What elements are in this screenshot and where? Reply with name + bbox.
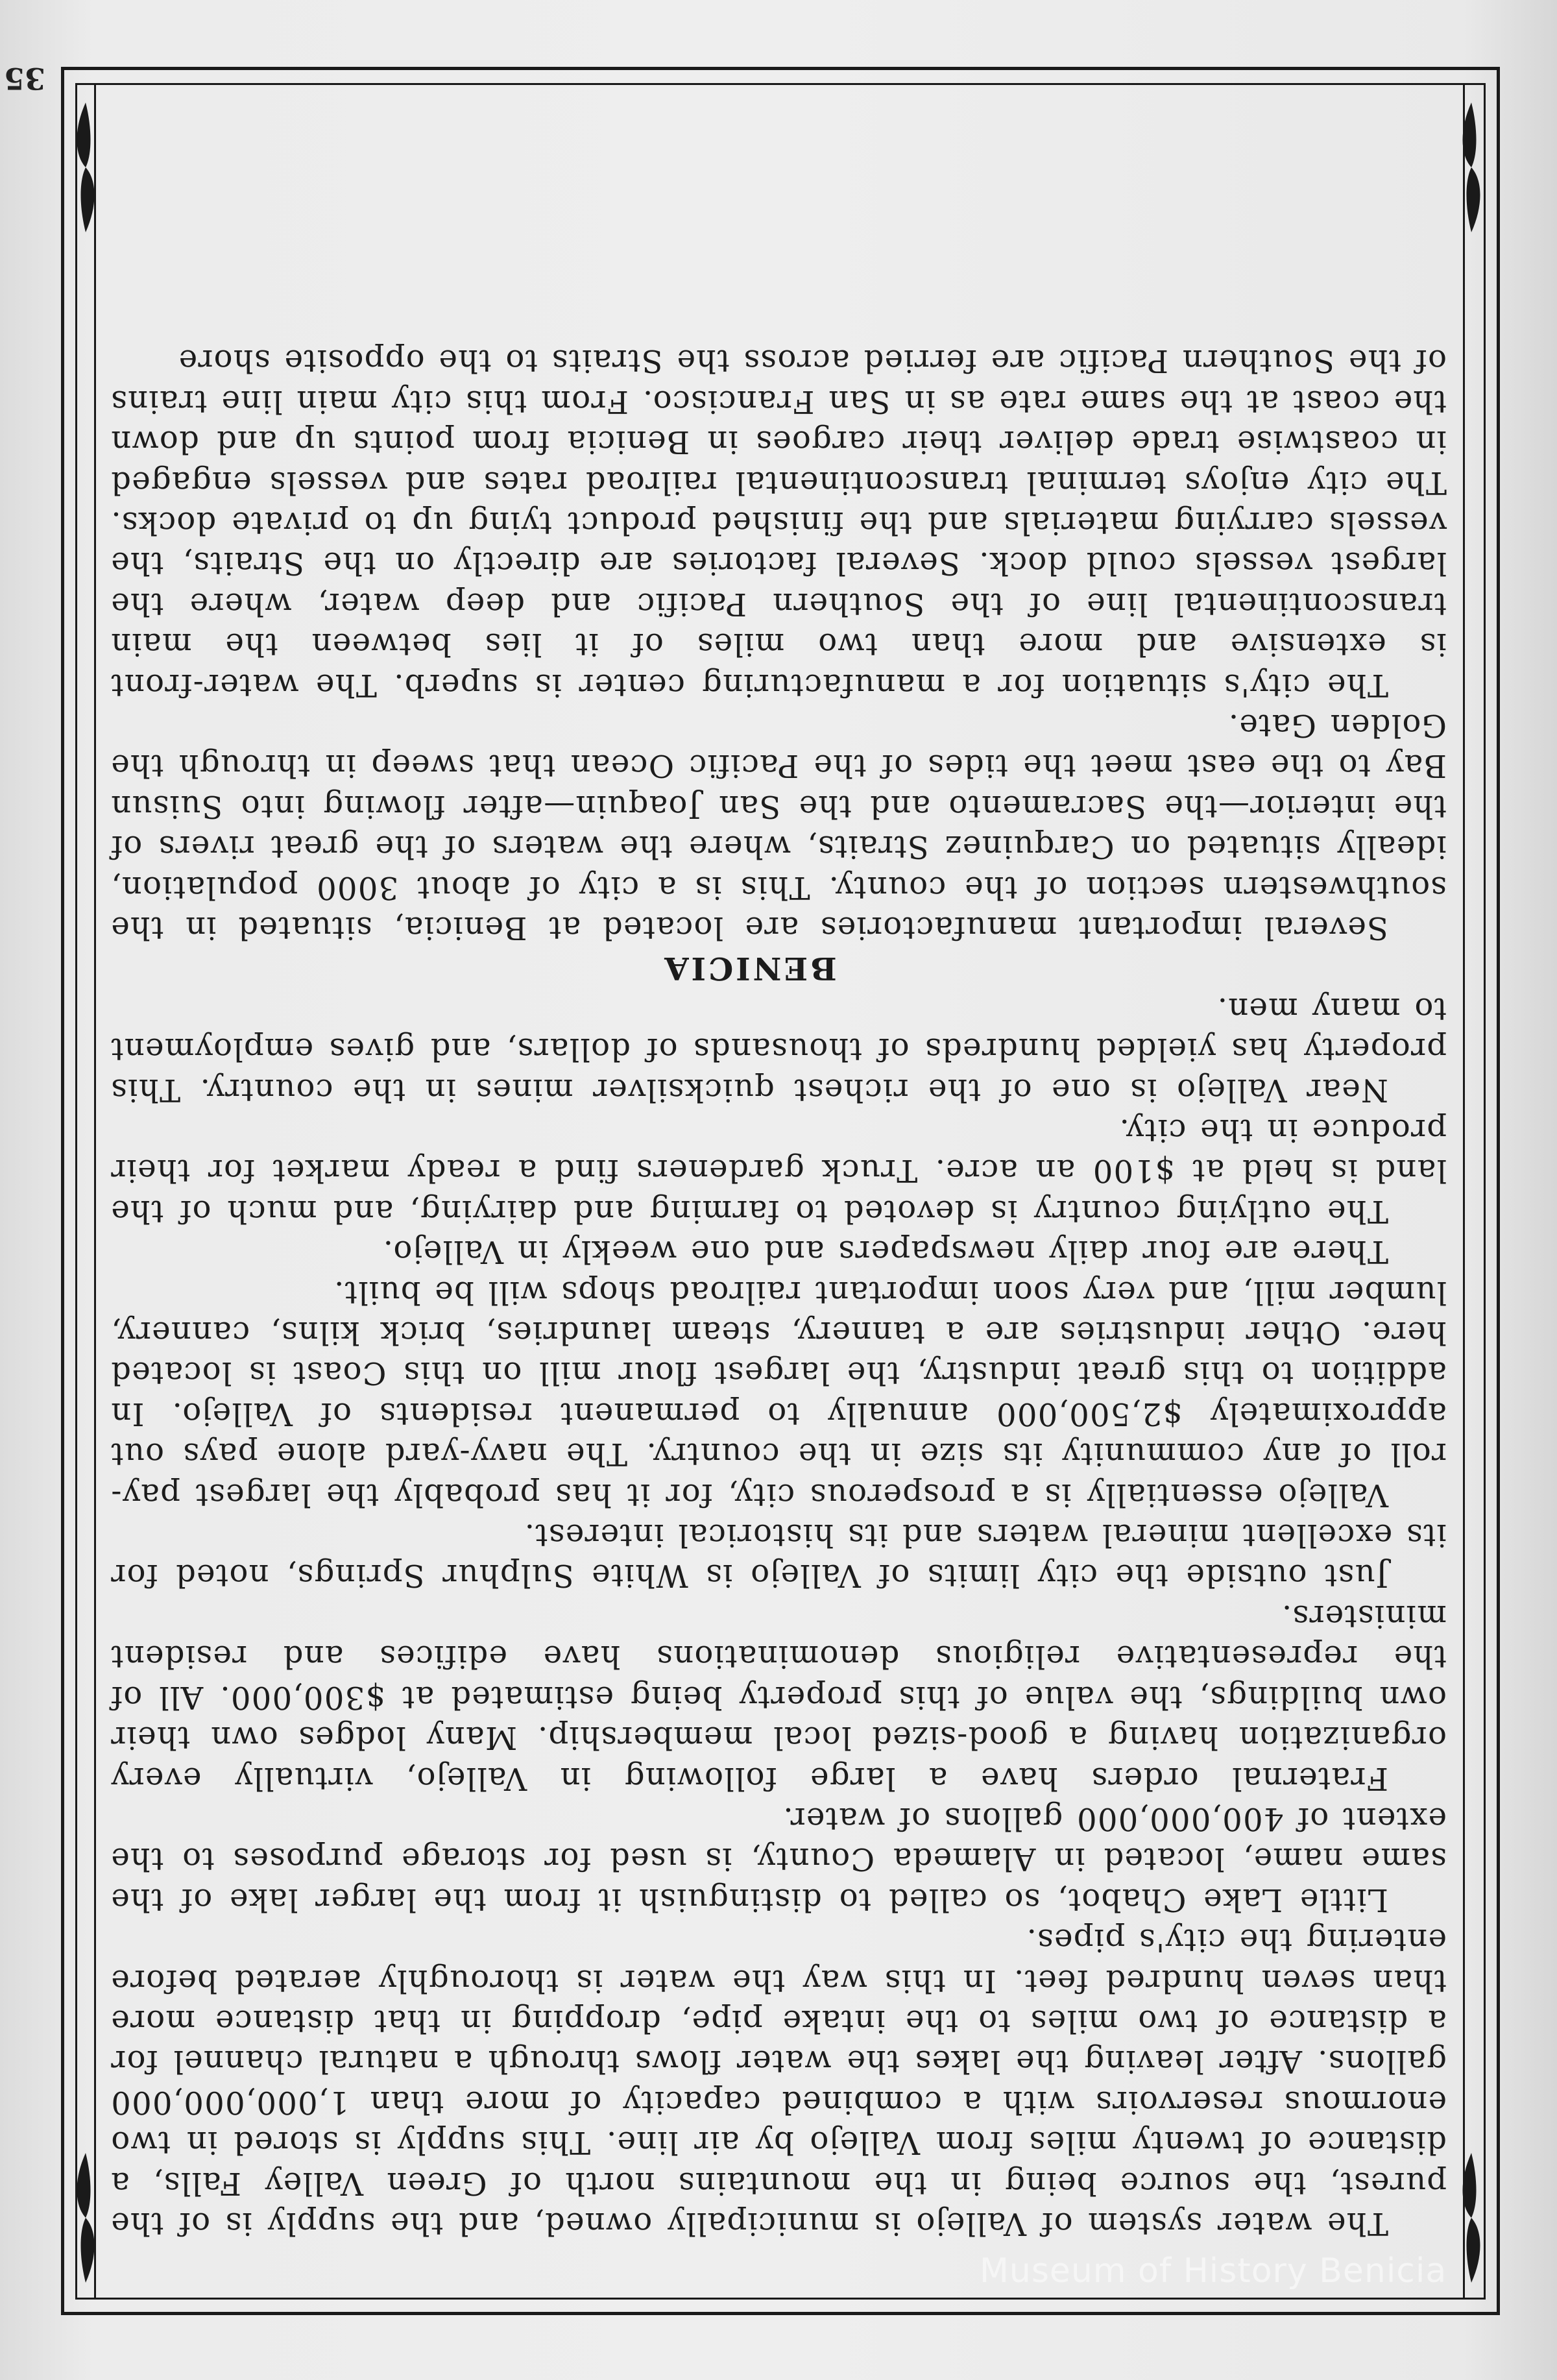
ornament-icon	[73, 103, 99, 232]
paragraph: There are four daily newspapers and one weekly in Vallejo.	[382, 1233, 1388, 1270]
paragraph: Several important manufactories are located at Benicia, situated in the southwestern section of the county. This is a city of about 3000 population, ideally situated on Carquinez Straits, where the waters of the great rivers of the interior—the Sacramento and the San Joaquin—after flowing into Suisun Bay to the east meet the tides of the Pacific Ocean that sweep in through the Golden Gate.	[110, 707, 1447, 946]
ornament-icon	[1458, 2153, 1484, 2283]
watermark: Museum of History Benicia	[980, 2252, 1447, 2290]
right-ornament-rule	[94, 83, 96, 2300]
paragraph: The water system of Vallejo is municipally owned, and the supply is of the purest, the source being in the mountains north of Green Valley Falls, a distance of twenty miles from Vallejo by air line. This supply is stored in two enormous reservoirs with a combined capacity of more than 1,000,000,000 gallons. After leaving the lakes the water flows through a natural channel for a distance of two miles to the intake pipe, dropping in that distance more than seven hundred feet. In this way the water is thoroughly aerated before entering the city's pipes.	[110, 1922, 1447, 2242]
page-number: 35	[3, 61, 45, 96]
paragraph: The outlying country is devoted to farming and dairying, and much of the land is held at $100 an acre. Truck gardeners find a ready market for their produce in the city.	[110, 1112, 1447, 1230]
paragraph: Near Vallejo is one of the richest quicksilver mines in the country. This property has yielded hundreds of thousands of dollars, and gives employment to many men.	[110, 990, 1447, 1108]
paragraph: The city's situation for a manufacturing center is superb. The water-front is extensive and more than two miles of it lies between the main transcontinental line of the Southern Pacific and deep water, where the largest vessels could dock. Several factories are directly on the Straits, the vessels carrying materials and the finished product tying up to private docks. The city enjoys terminal transcontinental railroad rates and vessels engaged in coastwise trade deliver their cargoes in Benicia from points up and down the coast at the same rate as in San Francisco. From this city main line trains of the Southern Pacific are ferried across the Straits to the opposite shore	[110, 343, 1447, 703]
ornament-icon	[1458, 103, 1484, 232]
paragraph: Vallejo essentially is a prosperous city, for it has probably the largest pay-roll of any community its size in the country. The navy-yard alone pays out approximately $2,500,000 annually to permanent residents of Vallejo. In addition to this great industry, the largest flour mill on this Coast is located here. Other industries are a tannery, steam laundries, brick kilns, cannery, lumber mill, and very soon important railroad shops will be built.	[110, 1274, 1447, 1513]
paragraph: Little Lake Chabot, so called to distinguish it from the larger lake of the same name, located in Alameda County, is used for storage purposes to the extent of 400,000,000 gallons of water.	[110, 1800, 1447, 1918]
paragraph: Fraternal orders have a large following in Vallejo, virtually every organization having a good-sized local membership. Many lodges own their own buildings, the value of this property being estimated at $300,000. All of the representative religious denominations have edifices and resident ministers.	[110, 1597, 1447, 1797]
left-ornament-rule	[1463, 83, 1465, 2300]
body-text	[110, 341, 1447, 2244]
paragraph: Just outside the city limits of Vallejo is White Sulphur Springs, noted for its excellent mineral waters and its historical interest.	[110, 1517, 1447, 1594]
ornament-icon	[73, 2153, 99, 2283]
section-heading: BENICIA	[662, 950, 837, 987]
